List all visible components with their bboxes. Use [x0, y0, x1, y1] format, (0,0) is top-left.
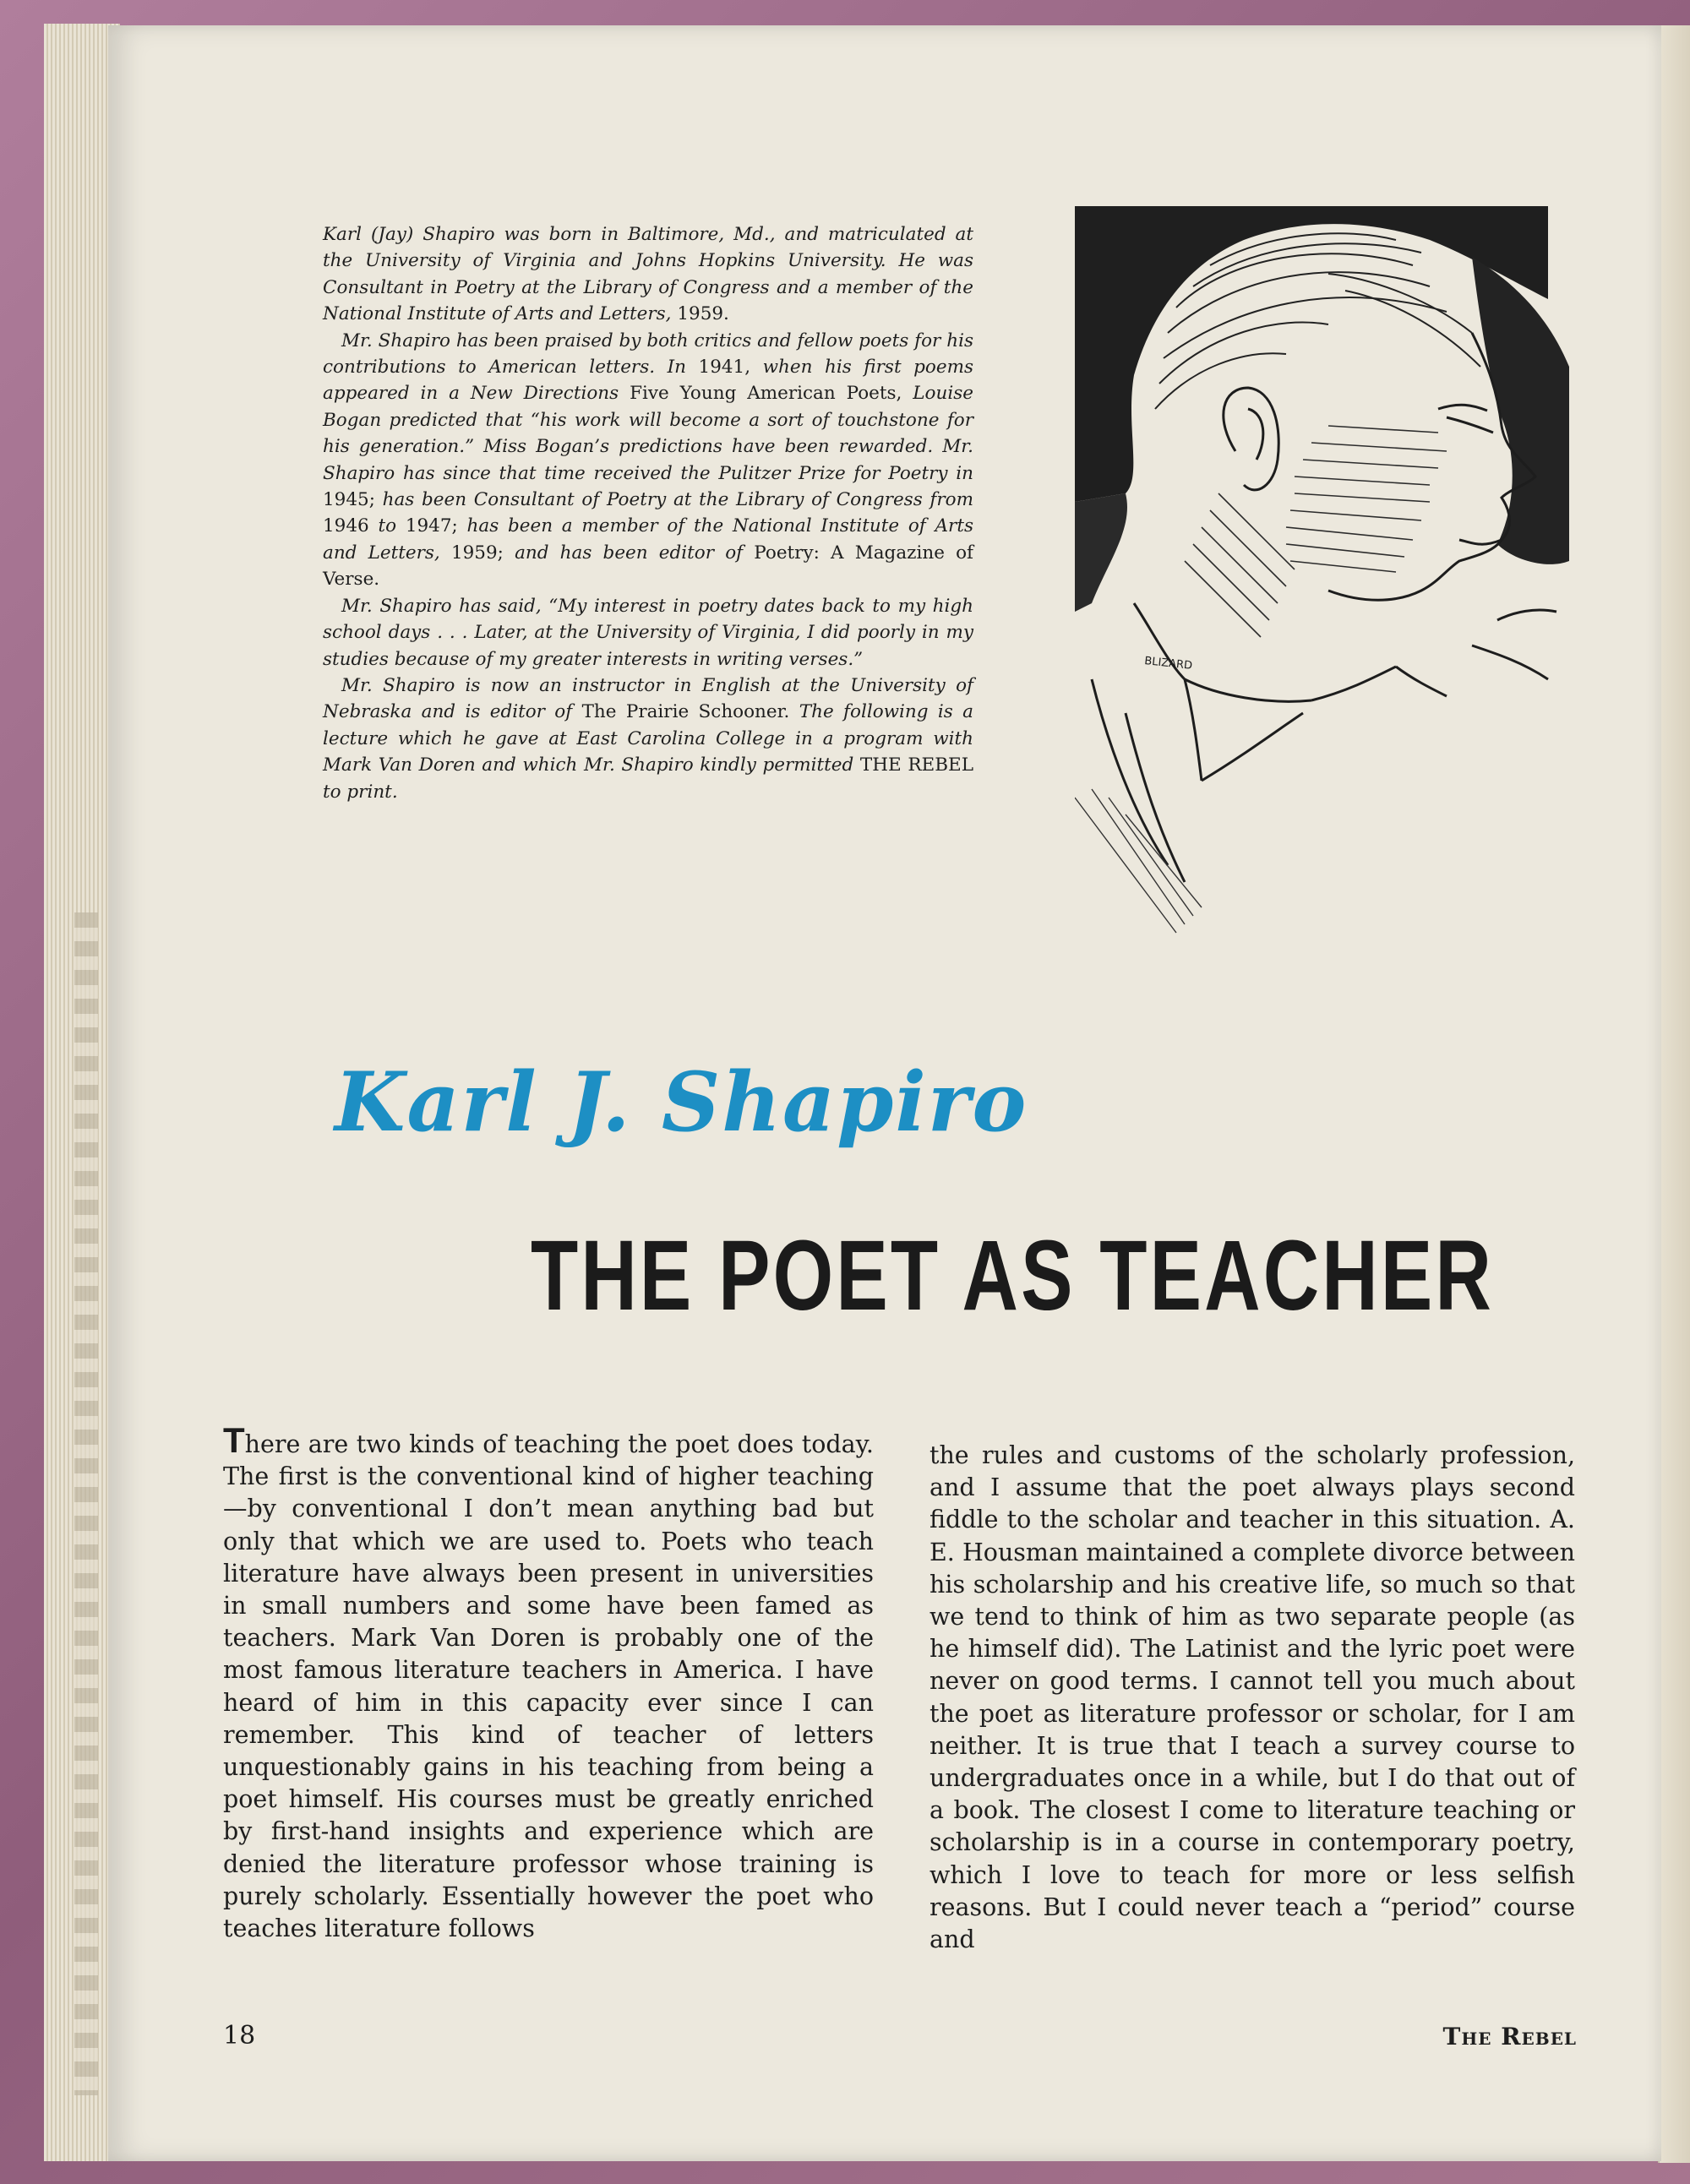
facing-page-edge [1658, 25, 1690, 2163]
illustration-signature: BLIZARD [1143, 655, 1193, 673]
bio-run: 1947; [405, 515, 458, 537]
bio-run: has been Consultant of Poetry at the Library of Congress from [374, 489, 973, 511]
bio-run: The following is a lecture which he gave at East Carolina College in a program with Mark Van Doren and which Mr. Shapiro kindly permitted [323, 701, 973, 776]
bio-run: Karl (Jay) Shapiro was born in Baltimore, Md., and matriculated at the University of Virginia and Johns Hopkins University. He was Consultant in Poetry at the Library of Congress and a member of the National Institute of Arts and Letters, [323, 224, 973, 325]
article-paragraph-1 [223, 1420, 874, 1945]
author-portrait-sketch [1075, 206, 1582, 940]
bio-paragraph-4 [323, 673, 973, 805]
bio-run: Five Young American Poets, [630, 383, 902, 405]
page-number: 18 [223, 2021, 256, 2051]
column-1-text: here are two kinds of teaching the poet does today. The first is the conventional kind of higher teaching—by conventional I don’t mean anything bad but only that which we are used to. Poets who teach literature have always been present in universities in small numbers and some have been famed as teachers. Mark Van Doren is probably one of the most famous literature teachers in America. I have heard of him in this capacity ever since I can remember. This kind of teacher of letters unquestionably gains in his teaching from being a poet himself. His courses must be greatly enriched by first-hand insights and experience which are denied the literature professor whose training is purely scholarly. Essentially however the poet who teaches literature follows [223, 1430, 874, 1943]
bio-run: Mr. Shapiro is now an instructor in English at the University of Nebraska and is editor of [323, 674, 973, 723]
bio-run: The Prairie Schooner. [581, 701, 790, 723]
bio-run: 1946 [323, 515, 369, 537]
bio-run: Mr. Shapiro has been praised by both critics and fellow poets for his contributions to American letters. In [323, 330, 973, 379]
bio-paragraph-2 [323, 328, 973, 593]
bio-run: 1959; [450, 542, 504, 564]
drop-cap: T [223, 1420, 245, 1460]
author-name-heading: Karl J. Shapiro [335, 1054, 1028, 1150]
bio-run: to print. [323, 781, 398, 803]
bio-paragraph-3 [323, 593, 973, 673]
article-column-1 [223, 1420, 874, 1945]
bio-paragraph-1 [323, 221, 973, 328]
bio-run: to [368, 515, 406, 537]
article-column-2 [930, 1440, 1575, 1956]
author-bio [323, 221, 973, 805]
bio-run: when his first poems appeared in a New Directions [323, 357, 974, 405]
bio-run: 1945; [323, 489, 375, 511]
magazine-title-footer: The Rebel [1442, 2023, 1577, 2051]
bio-run: Poetry: A Magazine of Verse. [323, 542, 973, 591]
spine-tab-strip [74, 912, 98, 2095]
bio-run: 1959. [677, 303, 729, 325]
bio-run: Louise Bogan predicted that “his work will become a sort of touchstone for his generation.” Miss Bogan’s predictions have been rewarded. Mr. Shapiro has since that time received the Pulitzer Prize for Poetry in [323, 383, 973, 484]
bio-run: Mr. Shapiro has said, “My interest in poetry dates back to my high school days . . . Later, at the University of Virginia, I did poorly in my studies because of my greater interests in writing verses.” [323, 595, 973, 670]
bio-run: has been a member of the National Institute of Arts and Letters, [323, 515, 973, 564]
article-headline: THE POET AS TEACHER [531, 1220, 1494, 1332]
bio-run: 1941, [698, 357, 751, 379]
bio-run: and has been editor of [503, 542, 755, 564]
bio-run: THE REBEL [859, 754, 973, 776]
column-2-text: the rules and customs of the scholarly profession, and I assume that the poet always plays second fiddle to the scholar and teacher in this situation. A. E. Housman maintained a complete divorce between his scholarship and his creative life, so much so that we tend to think of him as two separate people (as he himself did). The Latinist and the lyric poet were never on good terms. I cannot tell you much about the poet as literature professor or scholar, for I am neither. It is true that I teach a survey course to undergraduates once in a while, but I do that out of a book. The closest I come to literature teaching or scholarship is in a course in contemporary poetry, which I love to teach for more or less selfish reasons. But I could never teach a “period” course and [930, 1441, 1575, 1954]
